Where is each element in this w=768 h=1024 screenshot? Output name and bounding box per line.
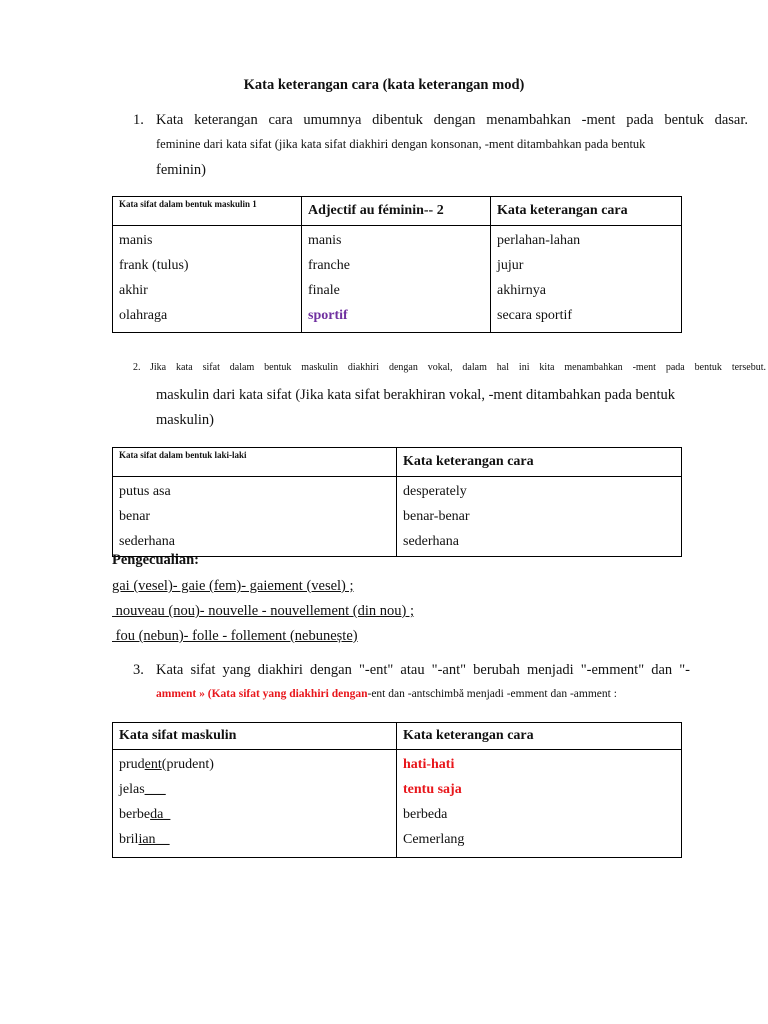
section-2-line-2: maskulin dari kata sifat (Jika kata sifat berakhiran vokal, -ment ditambahkan pada bentuk [156, 387, 676, 403]
table-feminine-adverbs [112, 196, 682, 333]
table-cell-highlight: tentu saja [403, 782, 462, 797]
table-cell: benar [119, 509, 151, 524]
table-3-header-1: Kata sifat maskulin [113, 723, 397, 750]
list-number-1: 1. [133, 112, 144, 128]
exception-line-3: fou (nebun)- folle - follement (nebunește) [112, 628, 358, 644]
table-2-header-2: Kata keterangan cara [397, 448, 682, 477]
section-3-line-2 [156, 688, 617, 700]
table-cell-highlight: hati-hati [403, 757, 455, 772]
table-cell: franche [308, 258, 350, 273]
table-1-col-2 [302, 226, 491, 333]
table-cell: frank (tulus) [119, 258, 189, 273]
table-3-col-1 [113, 750, 397, 858]
table-cell: jelas___ [119, 782, 166, 797]
table-1-col-1 [113, 226, 302, 333]
section-1-line-2: feminine dari kata sifat (jika kata sifat diakhiri dengan konsonan, -ment ditambahkan pada bentuk [156, 137, 646, 151]
list-number-3: 3. [133, 662, 144, 678]
table-2-header-1: Kata sifat dalam bentuk laki-laki [113, 448, 397, 477]
section-2-line-3: maskulin) [156, 412, 214, 428]
table-cell: berbeda [403, 807, 448, 822]
section-3-line-1: Kata sifat yang diakhiri dengan "-ent" atau "-ant" berubah menjadi "-emment" dan "- [156, 662, 690, 678]
table-cell: olahraga [119, 308, 168, 323]
table-cell: manis [119, 233, 153, 248]
table-cell: secara sportif [497, 308, 573, 323]
list-number-2: 2. [133, 362, 141, 373]
table-cell: putus asa [119, 484, 171, 499]
section-3-line-2-rest: -ent dan -antschimbă menjadi -emment dan -amment : [367, 688, 617, 700]
table-cell: desperately [403, 484, 467, 499]
table-1-header-3: Kata keterangan cara [491, 197, 682, 226]
table-cell: akhirnya [497, 283, 546, 298]
table-cell-highlight: sportif [308, 308, 348, 323]
table-3-header-2: Kata keterangan cara [397, 723, 682, 750]
table-cell: perlahan-lahan [497, 233, 581, 248]
exceptions-heading: Pengecualian: [112, 552, 199, 568]
table-cell: manis [308, 233, 342, 248]
exception-line-2: nouveau (nou)- nouvelle - nouvellement (din nou) ; [112, 603, 415, 619]
table-2-col-2 [397, 477, 682, 557]
table-3-col-2 [397, 750, 682, 858]
table-1-header-1: Kata sifat dalam bentuk maskulin 1 [113, 197, 302, 226]
table-cell: sederhana [119, 534, 175, 549]
table-cell: benar-benar [403, 509, 470, 524]
page-title: Kata keterangan cara (kata keterangan mod) [243, 77, 525, 93]
section-3-line-2-red: amment » (Kata sifat yang diakhiri dengan [156, 688, 368, 700]
table-cell: jujur [497, 258, 524, 273]
table-cell: sederhana [403, 534, 459, 549]
table-cell: Cemerlang [403, 832, 465, 847]
table-cell: prudent(prudent) [119, 757, 214, 772]
table-2-col-1 [113, 477, 397, 557]
table-masculine-adverbs [112, 447, 682, 557]
table-cell: finale [308, 283, 340, 298]
table-cell: berbeda_ [119, 807, 171, 822]
table-ent-ant-adverbs [112, 722, 682, 858]
table-cell: akhir [119, 283, 148, 298]
section-1-line-1: Kata keterangan cara umumnya dibentuk dengan menambahkan -ment pada bentuk dasar. [156, 112, 748, 128]
table-1-header-2: Adjectif au féminin-- 2 [302, 197, 491, 226]
section-2-line-1: Jika kata sifat dalam bentuk maskulin diakhiri dengan vokal, dalam hal ini kita menambahkan -ment pada bentuk tersebut. [150, 362, 766, 373]
table-cell: brilian__ [119, 832, 170, 847]
table-1-col-3 [491, 226, 682, 333]
section-1-line-3: feminin) [156, 162, 206, 178]
exception-line-1: gai (vesel)- gaie (fem)- gaiement (vesel) ; [112, 578, 354, 594]
